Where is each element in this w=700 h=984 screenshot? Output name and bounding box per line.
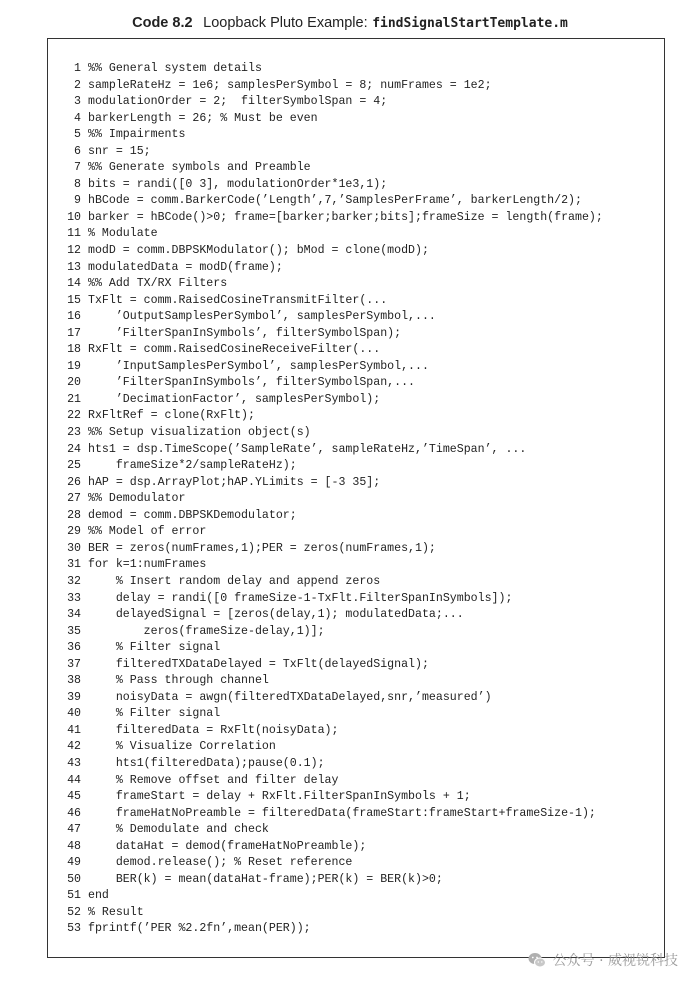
code-line [48,591,664,608]
code-text: filteredTXDataDelayed = TxFlt(delayedSignal); [88,657,429,671]
line-number: 50 [67,872,81,886]
wechat-icon [527,950,547,970]
code-text: delay = randi([0 frameSize-1-TxFlt.FilterSpanInSymbols]); [88,591,513,605]
code-line [48,309,664,326]
code-line [48,61,664,78]
line-number: 23 [67,426,81,440]
line-number: 10 [67,210,81,224]
code-line [48,177,664,194]
code-text: frameSize*2/sampleRateHz); [88,459,297,473]
code-text: frameStart = delay + RxFlt.FilterSpanInSymbols + 1; [88,790,471,804]
code-text: RxFlt = comm.RaisedCosineReceiveFilter(... [88,343,381,357]
code-line [48,557,664,574]
line-number: 30 [67,541,81,555]
line-number: 12 [67,244,81,258]
code-line [48,905,664,922]
code-line [48,293,664,310]
line-number: 14 [67,277,81,291]
code-text: %% General system details [88,62,262,75]
code-text: filteredData = RxFlt(noisyData); [88,723,339,737]
code-line [48,342,664,359]
code-line [48,888,664,905]
code-text: % Visualize Correlation [88,740,276,754]
code-line [48,756,664,773]
line-number: 33 [67,591,81,605]
line-number: 13 [67,260,81,274]
code-line [48,78,664,95]
code-text: % Filter signal [88,707,221,721]
code-text: for k=1:numFrames [88,558,207,572]
code-text: TxFlt = comm.RaisedCosineTransmitFilter(... [88,293,388,307]
code-text: % Demodulate and check [88,823,269,837]
line-number: 19 [67,359,81,373]
line-number: 17 [67,326,81,340]
line-number: 29 [67,525,81,539]
line-number: 16 [67,310,81,324]
line-number: 6 [74,144,81,158]
code-line [48,326,664,343]
code-line [48,408,664,425]
line-number: 22 [67,409,81,423]
line-number: 49 [67,856,81,870]
code-text: % Filter signal [88,641,221,655]
code-text: end [88,889,109,903]
line-number: 47 [67,823,81,837]
code-line [48,458,664,475]
line-number: 8 [74,177,81,191]
code-text: %% Setup visualization object(s) [88,426,311,440]
code-text: hBCode = comm.BarkerCode(’Length’,7,’SamplesPerFrame’, barkerLength/2); [88,194,582,208]
code-text: RxFltRef = clone(RxFlt); [88,409,255,423]
code-line [48,822,664,839]
code-text: noisyData = awgn(filteredTXDataDelayed,snr,’measured’) [88,690,492,704]
code-text: BER(k) = mean(dataHat-frame);PER(k) = BER(k)>0; [88,872,443,886]
code-text: snr = 15; [88,144,151,158]
code-line [48,574,664,591]
code-line [48,607,664,624]
code-text: %% Generate symbols and Preamble [88,161,311,175]
code-text: frameHatNoPreamble = filteredData(frameStart:frameStart+frameSize-1); [88,806,596,820]
code-text: delayedSignal = [zeros(delay,1); modulatedData;... [88,608,464,622]
code-text: ’InputSamplesPerSymbol’, samplesPerSymbol,... [88,359,429,373]
code-text: % Insert random delay and append zeros [88,574,381,588]
code-line [48,193,664,210]
line-number: 43 [67,756,81,770]
line-number: 51 [67,889,81,903]
code-line [48,872,664,889]
code-line [48,541,664,558]
code-text: fprintf(’PER %2.2fn’,mean(PER)); [88,922,311,936]
code-text: % Modulate [88,227,158,241]
line-number: 5 [74,128,81,142]
code-line [48,475,664,492]
code-caption [0,15,700,31]
line-number: 36 [67,641,81,655]
code-line [48,144,664,161]
code-line [48,375,664,392]
code-text: hAP = dsp.ArrayPlot;hAP.YLimits = [-3 35]; [88,475,381,489]
watermark-text: 公众号 · 威视锐科技 [552,953,678,969]
code-line [48,640,664,657]
code-line [48,773,664,790]
line-number: 34 [67,608,81,622]
line-number: 21 [67,392,81,406]
code-line [48,723,664,740]
code-text: % Result [88,905,144,919]
caption-label: Code 8.2 [132,15,193,31]
line-number: 31 [67,558,81,572]
code-text: modulatedData = modD(frame); [88,260,283,274]
code-text: barkerLength = 26; % Must be even [88,111,318,125]
code-line [48,524,664,541]
code-line [48,425,664,442]
code-text: hts1 = dsp.TimeScope(’SampleRate’, sampleRateHz,’TimeSpan’, ... [88,442,527,456]
code-text: % Remove offset and filter delay [88,773,339,787]
code-line [48,739,664,756]
code-text: ’FilterSpanInSymbols’, filterSymbolSpan,... [88,376,415,390]
line-number: 25 [67,459,81,473]
code-line [48,210,664,227]
line-number: 44 [67,773,81,787]
code-text: barker = hBCode()>0; frame=[barker;barker;bits];frameSize = length(frame); [88,210,603,224]
code-line [48,276,664,293]
line-number: 7 [74,161,81,175]
code-line [48,226,664,243]
code-text: % Pass through channel [88,674,269,688]
code-text: ’FilterSpanInSymbols’, filterSymbolSpan); [88,326,402,340]
line-number: 40 [67,707,81,721]
code-text: sampleRateHz = 1e6; samplesPerSymbol = 8; numFrames = 1e2; [88,78,492,92]
line-number: 27 [67,492,81,506]
line-number: 3 [74,95,81,109]
line-number: 45 [67,790,81,804]
code-listing-box [47,38,665,958]
line-number: 46 [67,806,81,820]
code-text: BER = zeros(numFrames,1);PER = zeros(numFrames,1); [88,541,436,555]
code-line [48,921,664,938]
line-number: 53 [67,922,81,936]
code-line [48,111,664,128]
line-number: 18 [67,343,81,357]
code-text: hts1(filteredData);pause(0.1); [88,756,325,770]
code-text: bits = randi([0 3], modulationOrder*1e3,1); [88,177,388,191]
line-number: 32 [67,574,81,588]
code-line [48,442,664,459]
code-line [48,839,664,856]
caption-filename: findSignalStartTemplate.m [372,16,568,31]
code-line [48,624,664,641]
line-number: 1 [74,62,81,75]
code-line [48,706,664,723]
code-text: %% Model of error [88,525,207,539]
line-number: 37 [67,657,81,671]
code-line [48,491,664,508]
code-line [48,855,664,872]
code-text: demod = comm.DBPSKDemodulator; [88,508,297,522]
code-line [48,508,664,525]
line-number: 35 [67,624,81,638]
code-line [48,94,664,111]
code-text: modulationOrder = 2; filterSymbolSpan = 4; [88,95,388,109]
code-line [48,806,664,823]
line-number: 24 [67,442,81,456]
caption-title: Loopback Pluto Example: [203,15,368,31]
code-line [48,789,664,806]
code-text: demod.release(); % Reset reference [88,856,353,870]
code-text: modD = comm.DBPSKModulator(); bMod = clone(modD); [88,244,429,258]
line-number: 38 [67,674,81,688]
code-line [48,690,664,707]
line-number: 20 [67,376,81,390]
line-number: 41 [67,723,81,737]
line-number: 52 [67,905,81,919]
code-text: %% Demodulator [88,492,186,506]
line-number: 48 [67,839,81,853]
code-text: ’OutputSamplesPerSymbol’, samplesPerSymbol,... [88,310,436,324]
code-line [48,243,664,260]
line-number: 42 [67,740,81,754]
code-line [48,260,664,277]
line-number: 26 [67,475,81,489]
line-number: 9 [74,194,81,208]
line-number: 15 [67,293,81,307]
code-listing [48,61,664,938]
line-number: 39 [67,690,81,704]
code-text: %% Add TX/RX Filters [88,277,228,291]
code-text: zeros(frameSize-delay,1)]; [88,624,325,638]
line-number: 11 [67,227,81,241]
code-line [48,359,664,376]
line-number: 2 [74,78,81,92]
code-line [48,673,664,690]
line-number: 4 [74,111,81,125]
code-text: %% Impairments [88,128,186,142]
code-line [48,657,664,674]
code-line [48,127,664,144]
watermark [527,950,678,970]
code-line [48,392,664,409]
line-number: 28 [67,508,81,522]
code-line [48,160,664,177]
code-text: dataHat = demod(frameHatNoPreamble); [88,839,367,853]
code-text: ’DecimationFactor’, samplesPerSymbol); [88,392,381,406]
